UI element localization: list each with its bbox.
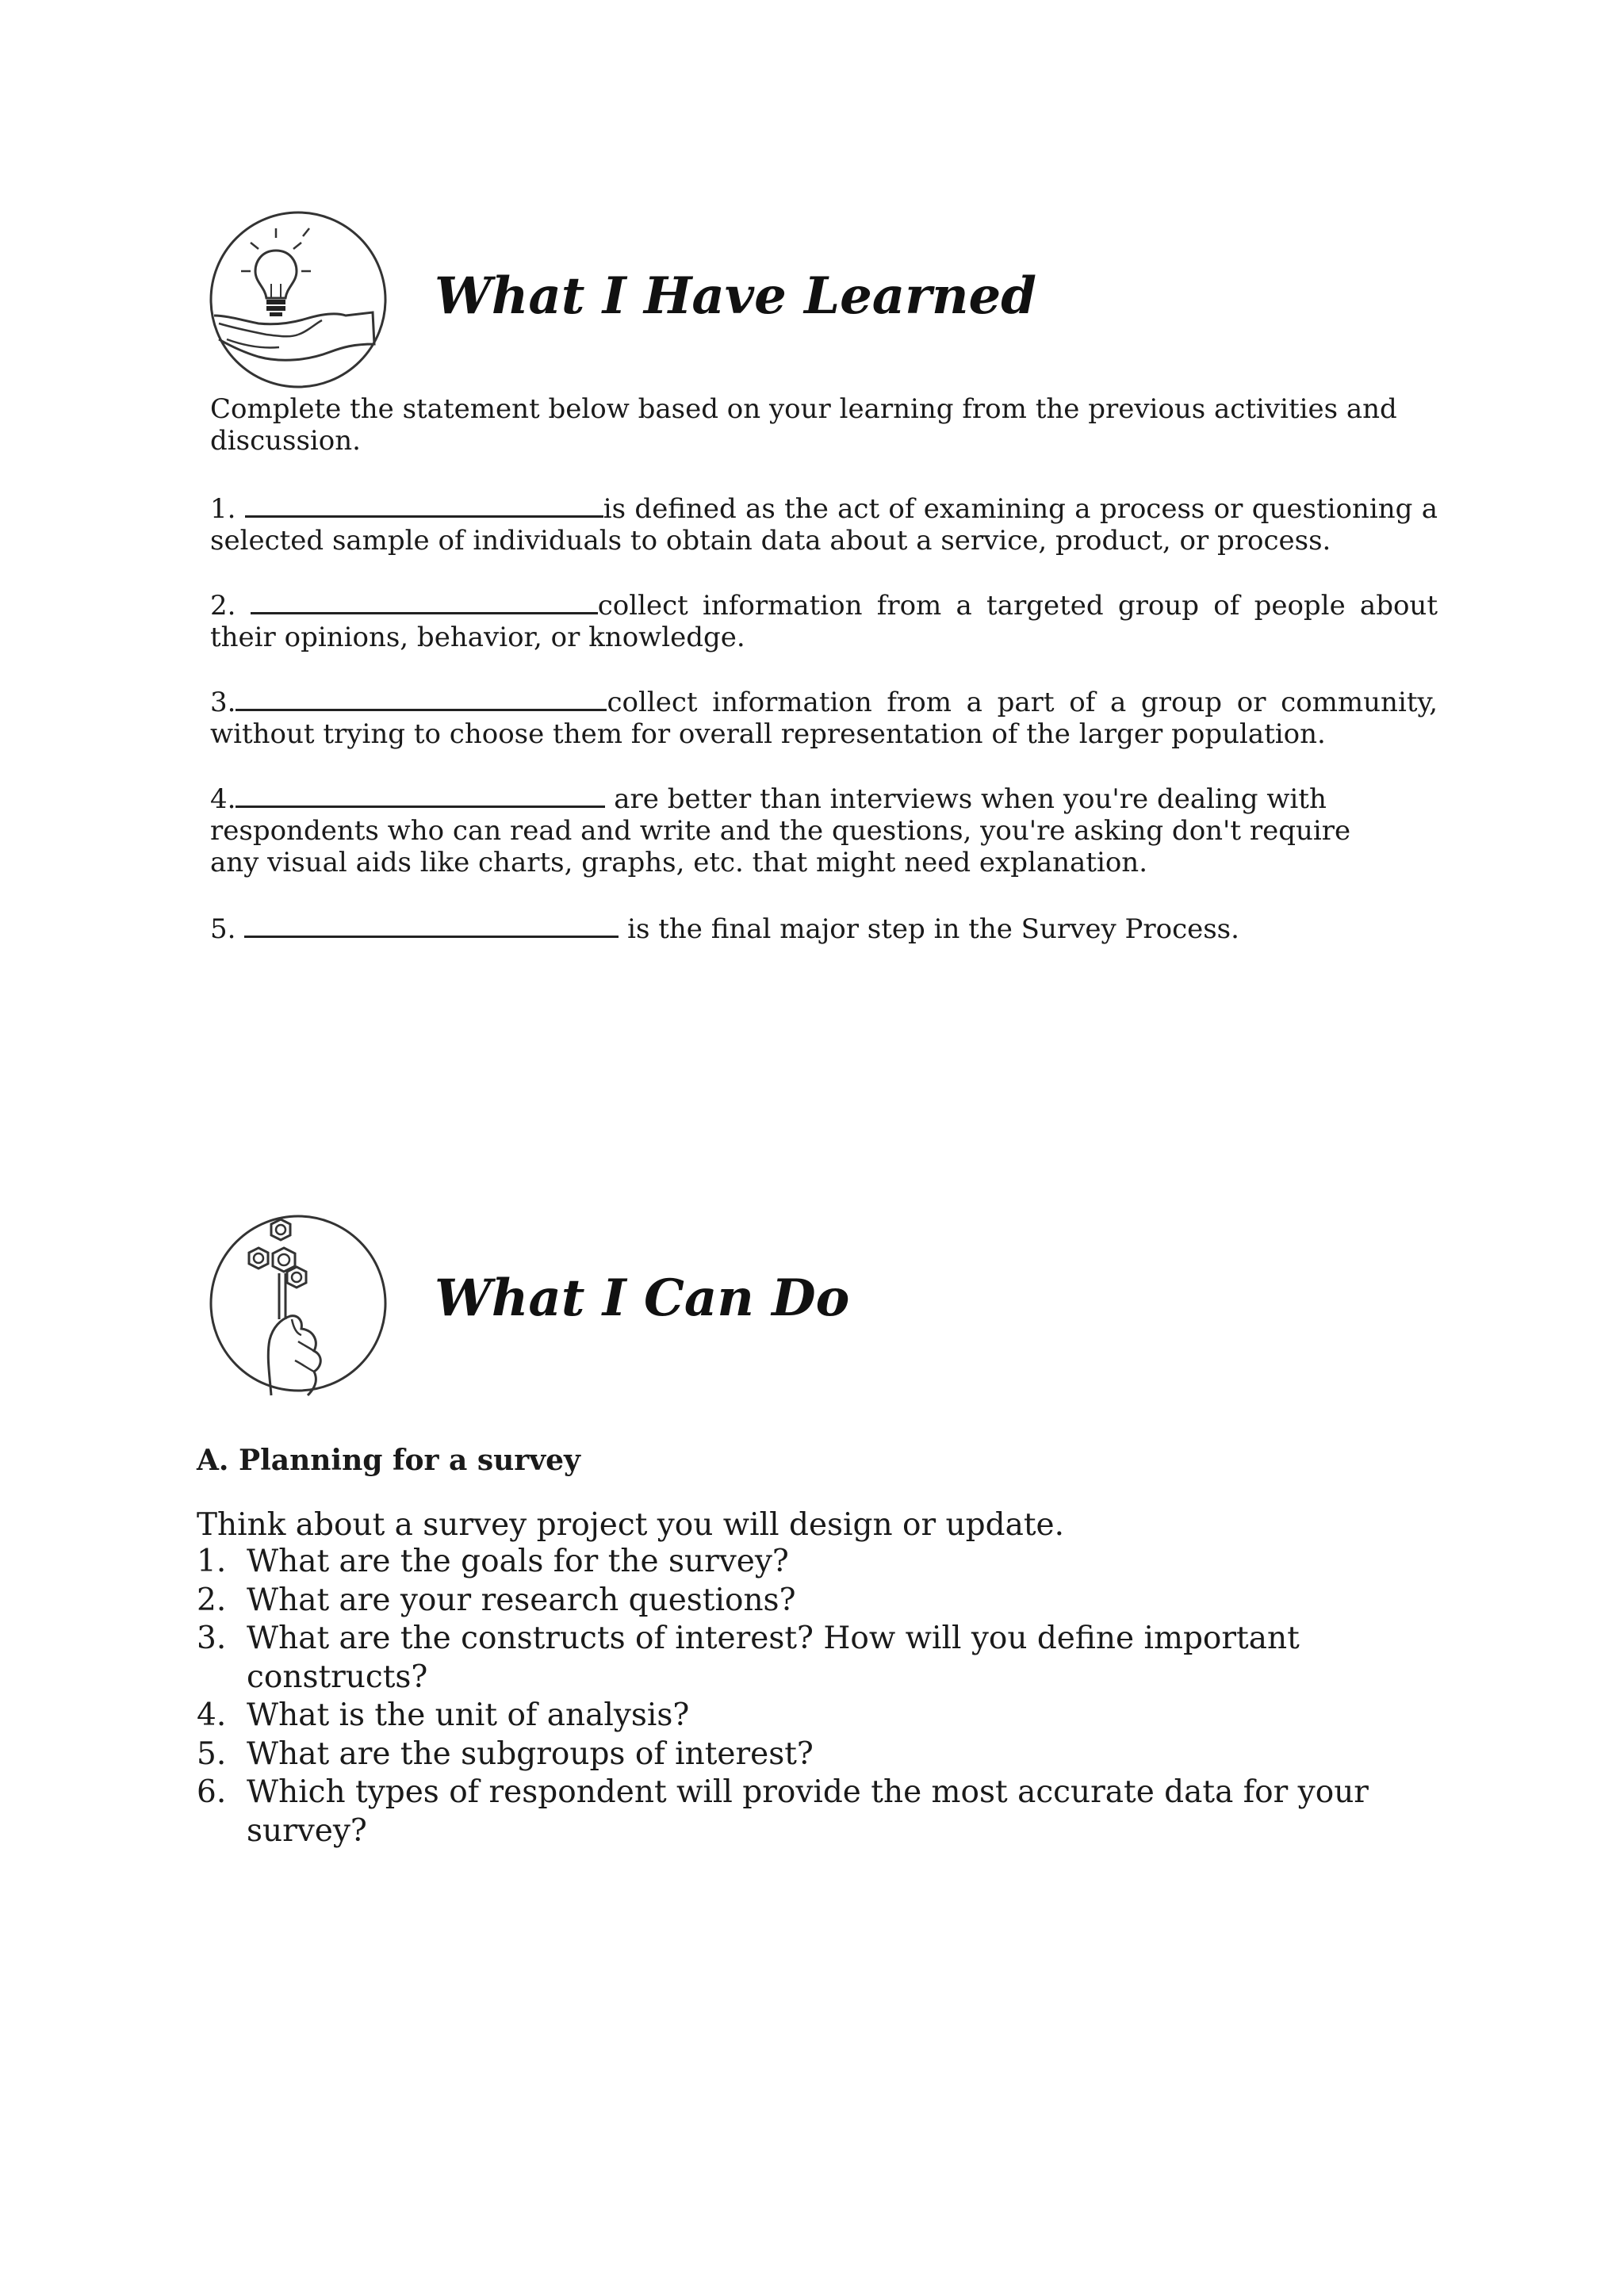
section-title-learned: What I Have Learned [435, 266, 1036, 326]
answer-blank[interactable] [251, 588, 598, 614]
instructions-text: Complete the statement below based on your learning from the previous activities and discussion. [210, 393, 1397, 457]
fill-in-item-3 [210, 685, 1438, 750]
fill-in-item-2 [210, 588, 1438, 653]
list-item: 3. What are the constructs of interest? How will you define important constructs? [197, 1621, 1300, 1695]
lightbulb-in-hand-icon [203, 205, 393, 395]
item-number: 1. [210, 493, 236, 525]
list-item: 5. What are the subgroups of interest? [197, 1735, 814, 1772]
item-number: 4. [210, 783, 236, 815]
item-text: collect information from a part of a group or community, without trying to choose them for overall representation of the larger population. [210, 687, 1438, 750]
list-item: 1. What are the goals for the survey? [197, 1544, 789, 1579]
fill-in-item-4 [210, 782, 1400, 878]
list-item: 6. Which types of respondent will provide the most accurate data for your survey? [197, 1774, 1369, 1849]
item-text: collect information from a targeted group of people about their opinions, behavior, or knowledge. [210, 590, 1438, 653]
item-text: is defined as the act of examining a process or questioning a selected sample of individuals to obtain data about a service, product, or process. [210, 493, 1438, 557]
item-text: are better than interviews when you're dealing with respondents who can read and write and the questions, you're asking don't require any visual aids like charts, graphs, etc. that might need explanation. [210, 783, 1351, 878]
fill-in-item-1 [210, 492, 1438, 557]
list-item: 2. What are your research questions? [197, 1582, 796, 1618]
activity-lead-in: Think about a survey project you will design or update. [197, 1507, 1064, 1543]
answer-blank[interactable] [245, 492, 603, 518]
item-number: 5. [210, 913, 236, 945]
item-text: is the final major step in the Survey Process. [627, 913, 1239, 945]
answer-blank[interactable] [236, 782, 605, 808]
answer-blank[interactable] [244, 912, 619, 938]
item-number: 2. [210, 590, 236, 622]
activity-subheading: A. Planning for a survey [197, 1444, 580, 1477]
planning-question-list [197, 1543, 1450, 1850]
fill-in-item-5 [210, 912, 1438, 945]
item-number: 3. [210, 687, 236, 718]
answer-blank[interactable] [236, 685, 607, 711]
hand-with-gears-icon [203, 1208, 393, 1399]
list-item: 4. What is the unit of analysis? [197, 1697, 690, 1733]
section-title-can-do: What I Can Do [435, 1269, 850, 1328]
